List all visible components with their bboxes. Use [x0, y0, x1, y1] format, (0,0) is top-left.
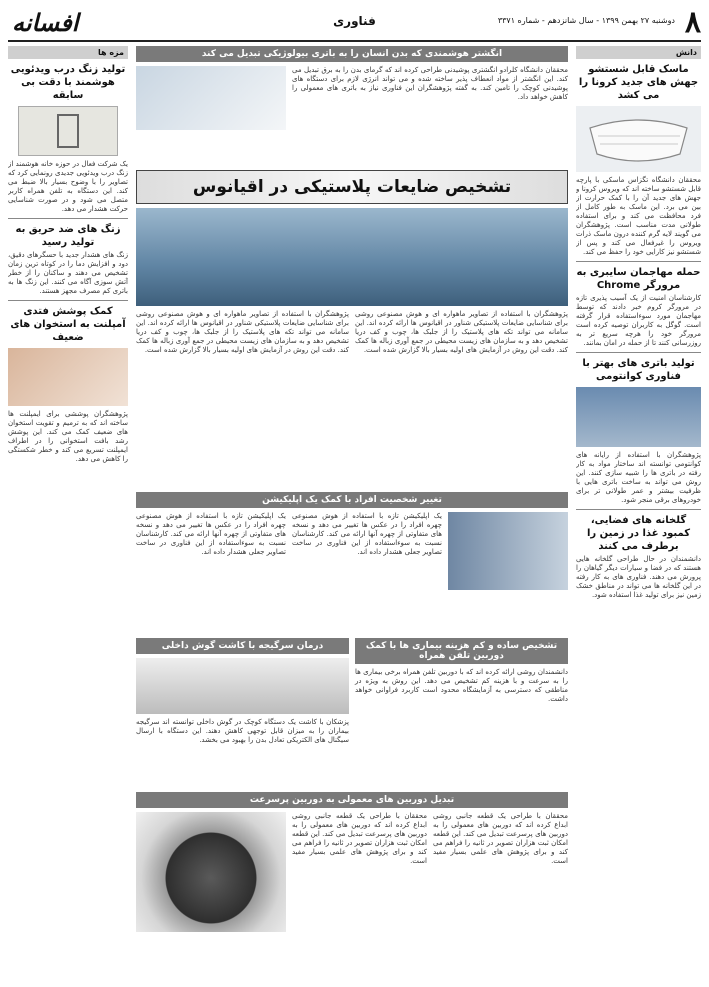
article-body: پژوهشگران با استفاده از تصاویر ماهواره ای و هوش مصنوعی روشی برای شناسایی ضایعات پلاستیکی شناور در اقیانوس ها ارائه کرده اند. این سامانه می تواند تکه های پلاستیک را از جلبک ها، چوب و کف دریا تشخیص دهد و به سازمان های زیست محیطی در جمع آوری زباله ها کمک کند. دقت این روش در آزمایش های اولیه بسیار بالا گزارش شده است. — [136, 310, 349, 354]
newspaper-logo: افسانه — [12, 8, 79, 37]
headline: زنگ های ضد حریق به تولید رسید — [15, 224, 121, 248]
hand-photo — [8, 348, 128, 406]
divider — [576, 261, 701, 262]
article-body: پژوهشگران پوششی برای ایمپلنت ها ساخته اند که به ترمیم و تقویت استخوان های ضعیف کمک می کند. این پوشش رشد بافت استخوانی را در اطراف ایمپلنت تسریع می کند و خطر شکستگی را کاهش می دهد. — [8, 410, 128, 463]
bottom-row — [136, 638, 568, 786]
divider — [576, 509, 701, 510]
right-column — [576, 46, 701, 977]
headline: تولید زنگ درب ویدئویی هوشمند با دقت بی سابقه — [10, 64, 126, 101]
article-body: پزشکان با کاشت یک دستگاه کوچک در گوش داخلی توانسته اند سرگیجه بیماران را به میزان قابل توجهی کاهش دهند. این دستگاه با ارسال سیگنال های الکتریکی تعادل بدن را بهبود می بخشد. — [136, 718, 349, 744]
headline: تبدیل دوربین های معمولی به دوربین پرسرعت — [136, 792, 568, 808]
divider — [8, 218, 128, 219]
headline: درمان سرگیجه با کاشت گوش داخلی — [136, 638, 349, 654]
plastic-article — [136, 170, 568, 486]
article-body: دانشمندان در حال طراحی گلخانه هایی هستند که در فضا و سیارات دیگر گیاهان را پرورش می دهند. فناوری های به کار رفته در این گلخانه ها می تواند در مناطق خشک زمین نیز برای تولید غذا استفاده شود. — [576, 555, 701, 599]
article-body: محققان دانشگاه کلرادو انگشتری پوشیدنی طراحی کرده اند که گرمای بدن را به برق تبدیل می کند. این انگشتر از مواد انعطاف پذیر ساخته شده و می تواند انرژی لازم برای دستگاه های پوشیدنی کوچک را تامین کند. به گفته پژوهشگران این فناوری نیاز به باتری های معمولی را کاهش خواهد داد. — [292, 66, 568, 101]
ocean-photo — [136, 208, 568, 306]
ring-article — [136, 46, 568, 164]
headline: تغییر شخصیت افراد با کمک یک اپلیکیشن — [136, 492, 568, 508]
article-body: دانشمندان روشی ارائه کرده اند که با دوربین تلفن همراه برخی بیماری ها را به سرعت و با هزینه کم تشخیص می دهد. این روش به ویژه در مناطقی که دسترسی به آزمایشگاه محدود است کاربرد فراوانی خواهد داشت. — [355, 668, 568, 703]
page-header — [8, 6, 701, 42]
headline: ماسک قابل شستشو جهش های جدید کرونا را می کشد — [578, 64, 699, 101]
section-label: مزه ها — [8, 46, 128, 59]
article-body: کارشناسان امنیت از یک آسیب پذیری تازه در مرورگر کروم خبر دادند که توسط مهاجمان مورد سوءاستفاده قرار گرفته است. گوگل به کاربران توصیه کرده است مرورگر خود را هرچه سریع تر به روزرسانی کنند تا از حمله در امان بمانند. — [576, 294, 701, 347]
article-body: یک شرکت فعال در حوزه خانه هوشمند از زنگ درب ویدئویی جدیدی رونمایی کرد که تصاویر را با وضوح بسیار بالا ضبط می کند. این دستگاه به تلفن همراه کاربر متصل می شود و در صورت شناسایی حرکت هشدار می دهد. — [8, 160, 128, 213]
battery-photo — [576, 387, 701, 447]
article-body: پژوهشگران با استفاده از تصاویر ماهواره ای و هوش مصنوعی روشی برای شناسایی ضایعات پلاستیکی شناور در اقیانوس ها ارائه کرده اند. این سامانه می تواند تکه های پلاستیک را از جلبک ها، چوب و کف دریا تشخیص دهد و به سازمان های زیست محیطی در جمع آوری زباله ها کمک کند. دقت این روش در آزمایش های اولیه بسیار بالا گزارش شده است. — [355, 310, 568, 354]
article-body: محققان با طراحی یک قطعه جانبی روشی ابداع کرده اند که دوربین های معمولی را به دوربین های پرسرعت تبدیل می کند. این قطعه امکان ثبت هزاران تصویر در ثانیه را فراهم می کند و برای پژوهش های علمی بسیار مفید است. — [433, 812, 568, 865]
divider — [576, 352, 701, 353]
headline: کمک پوشش فتدی آمپلنت به استخوان های ضعیف — [10, 306, 126, 343]
article-body: یک اپلیکیشن تازه با استفاده از هوش مصنوعی چهره افراد را در عکس ها تغییر می دهد و نسخه های متفاوتی از چهره آنها ارائه می کند. کارشناسان نسبت به سوءاستفاده از این فناوری در ساخت تصاویر جعلی هشدار داده اند. — [292, 512, 442, 556]
ear-article — [136, 638, 349, 749]
page-number: ۸ — [684, 5, 701, 40]
article-body: محققان با طراحی یک قطعه جانبی روشی ابداع کرده اند که دوربین های معمولی را به دوربین های پرسرعت تبدیل می کند. این قطعه امکان ثبت هزاران تصویر در ثانیه را فراهم می کند و برای پژوهش های علمی بسیار مفید است. — [292, 812, 427, 865]
headline: تشخیص ساده و کم هزینه بیماری ها با کمک دوربین تلفن همراه — [355, 638, 568, 664]
article-body: زنگ های هشدار جدید با حسگرهای دقیق، دود و افزایش دما را در کوتاه ترین زمان تشخیص می دهند و ساکنان را از خطر آتش سوزی آگاه می کنند. این زنگ ها به باتری کم مصرف مجهز هستند. — [8, 251, 128, 295]
mask-icon — [576, 106, 701, 172]
camera-photo — [136, 812, 286, 932]
left-column — [8, 46, 128, 977]
banner-headline: تشخیص ضایعات پلاستیکی در اقیانوس — [136, 170, 568, 204]
mask-photo — [576, 106, 701, 172]
article-body: محققان دانشگاه تگزاس ماسکی با پارچه قابل شستشو ساخته اند که ویروس کرونا و جهش های جدید آن را با کمک حرارت از بین می برد. این ماسک به طور کامل از فرد محافظت می کند و برای استفاده طولانی مدت مناسب است. پژوهشگران می گویند لایه گرم کننده درون ماسک ذرات ویروس را غیرفعال می کند و پس از شستشو نیز کارایی خود را حفظ می کند. — [576, 176, 701, 256]
headline: حمله مهاجمان سایبری به مرورگر Chrome — [576, 267, 701, 291]
phone-article — [355, 638, 568, 749]
camera-article — [136, 792, 568, 977]
article-body: یک اپلیکیشن تازه با استفاده از هوش مصنوعی چهره افراد را در عکس ها تغییر می دهد و نسخه های متفاوتی از چهره آنها ارائه می کند. کارشناسان نسبت به سوءاستفاده از این فناوری در ساخت تصاویر جعلی هشدار داده اند. — [136, 512, 286, 556]
headline: تولید باتری های بهتر با فناوری کوانتومی — [582, 358, 695, 382]
faces-photo — [448, 512, 568, 590]
article-body: پژوهشگران با استفاده از رایانه های کوانتومی توانسته اند ساختار مواد به کار رفته در باتری ها را شبیه سازی کنند. این روش می تواند به ساخت باتری هایی با ظرفیت بیشتر و عمر طولانی تر برای خودروهای برقی منجر شود. — [576, 451, 701, 504]
section-label: دانش — [576, 46, 701, 59]
doorbell-photo — [18, 106, 118, 156]
section-title: فناوری — [333, 14, 376, 28]
ring-photo — [136, 66, 286, 130]
main-column — [136, 46, 568, 977]
headline: گلخانه های فضایی، کمبود غذا در زمین را برطرف می کنند — [586, 515, 691, 552]
doorbell-icon — [57, 114, 79, 148]
headline: انگشتر هوشمندی که بدن انسان را به باتری بیولوژیکی تبدیل می کند — [136, 46, 568, 62]
ear-implant-photo — [136, 658, 349, 714]
date-line: دوشنبه ۲۷ بهمن ۱۳۹۹ - سال شانزدهم - شماره ۳۳۷۱ — [497, 16, 675, 25]
face-app-article — [136, 492, 568, 632]
divider — [8, 300, 128, 301]
